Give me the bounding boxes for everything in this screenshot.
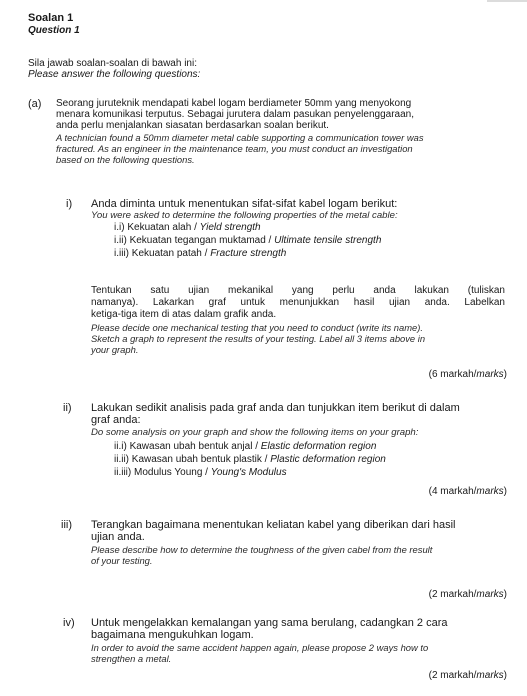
text-line: menara komunikasi terputus. Sebagai jurutera dalam pasukan penyelenggaraan,: [56, 109, 415, 120]
question-title-en: Question 1: [28, 25, 80, 36]
marks-ms: (2 markah/: [428, 589, 477, 600]
text-line: Please decide one mechanical testing that you need to conduct (write its name).: [91, 322, 423, 333]
text-line: ujian anda.: [91, 531, 145, 543]
q2-item: [114, 454, 386, 465]
text-line: anda perlu menjalankan siasatan berdasarkan soalan berikut.: [56, 120, 329, 131]
question-title-ms: Soalan 1: [28, 12, 74, 24]
item-text-en: Yield strength: [199, 222, 261, 233]
instruction-ms: Sila jawab soalan-soalan di bawah ini:: [28, 58, 197, 69]
text-line: ketiga-tiga item di atas dalam grafik anda.: [91, 309, 277, 320]
part-a-label: (a): [28, 98, 42, 110]
q2-label: ii): [63, 402, 72, 414]
q1-item: [114, 235, 381, 246]
q4-marks: [429, 670, 507, 681]
item-label: i.iii): [114, 248, 129, 259]
part-a-intro-en: [56, 132, 506, 165]
marks-ms: (6 markah/: [428, 369, 477, 380]
text-line: Tentukan satu ujian mekanikal yang perlu anda lakukan (tuliskan: [91, 285, 505, 296]
text-line: fractured. As an engineer in the maintenance team, you must conduct an investigation: [56, 143, 413, 154]
item-label: i.ii): [114, 235, 127, 246]
item-text-en: Plastic deformation region: [270, 454, 386, 465]
instruction-en: Please answer the following questions:: [28, 69, 201, 80]
text-line: bagaimana mengukuhkan logam.: [91, 629, 254, 641]
text-line: based on the following questions.: [56, 154, 195, 165]
q1-task-en: [91, 322, 505, 355]
item-text-en: Ultimate tensile strength: [274, 235, 382, 246]
marks-en: marks: [476, 589, 504, 600]
text-line: Terangkan bagaimana menentukan keliatan kabel yang diberikan dari hasil: [91, 519, 456, 531]
marks-close: ): [503, 486, 507, 497]
part-a-intro-ms: [56, 98, 500, 131]
q1-marks: [429, 369, 507, 380]
text-line: strengthen a metal.: [91, 653, 172, 664]
item-text-ms: Kawasan ubah bentuk anjal /: [129, 441, 261, 452]
q2-text-ms: [91, 402, 511, 426]
item-text-en: Young's Modulus: [210, 467, 287, 478]
q3-text-ms: [91, 519, 511, 543]
text-line: of your testing.: [91, 555, 153, 566]
marks-close: ): [503, 369, 507, 380]
marks-en: marks: [476, 670, 504, 681]
text-line: namanya). Lakarkan graf untuk menunjukkan hasil ujian anda. Labelkan: [91, 297, 505, 308]
item-label: ii.iii): [114, 467, 132, 478]
item-text-en: Elastic deformation region: [260, 441, 377, 452]
q2-text-en: Do some analysis on your graph and show the following items on your graph:: [91, 427, 419, 438]
text-line: graf anda:: [91, 414, 141, 426]
item-text-ms: Modulus Young /: [134, 467, 211, 478]
marks-ms: (2 markah/: [428, 670, 477, 681]
q4-text-ms: [91, 617, 511, 641]
marks-ms: (4 markah/: [428, 486, 477, 497]
q3-label: iii): [61, 519, 72, 531]
item-label: ii.i): [114, 441, 127, 452]
item-text-ms: Kekuatan tegangan muktamad /: [129, 235, 275, 246]
q3-marks: [429, 589, 507, 600]
text-line: Seorang juruteknik mendapati kabel logam berdiameter 50mm yang menyokong: [56, 98, 412, 109]
text-line: In order to avoid the same accident happen again, please propose 2 ways how to: [91, 642, 429, 653]
q2-marks: [429, 486, 507, 497]
text-line: Lakukan sedikit analisis pada graf anda dan tunjukkan item berikut di dalam: [91, 402, 460, 414]
item-text-en: Fracture strength: [210, 248, 287, 259]
q2-item: [114, 467, 287, 478]
q1-item: [114, 222, 261, 233]
item-label: ii.ii): [114, 454, 129, 465]
q1-item: [114, 248, 286, 259]
item-text-ms: Kawasan ubah bentuk plastik /: [131, 454, 271, 465]
text-line: Untuk mengelakkan kemalangan yang sama berulang, cadangkan 2 cara: [91, 617, 448, 629]
q1-text-en: You were asked to determine the following properties of the metal cable:: [91, 210, 398, 221]
q1-label: i): [66, 198, 73, 210]
marks-close: ): [503, 589, 507, 600]
item-text-ms: Kekuatan patah /: [131, 248, 211, 259]
item-label: i.i): [114, 222, 125, 233]
top-edge-mark: [487, 0, 527, 2]
marks-close: ): [503, 670, 507, 681]
item-text-ms: Kekuatan alah /: [127, 222, 200, 233]
marks-en: marks: [476, 369, 504, 380]
text-line: Sketch a graph to represent the results of your testing. Label all 3 items above in: [91, 333, 426, 344]
q1-text-ms: Anda diminta untuk menentukan sifat-sifat kabel logam berikut:: [91, 198, 398, 210]
q1-task-ms: [91, 285, 505, 321]
q4-label: iv): [63, 617, 75, 629]
text-line: A technician found a 50mm diameter metal cable supporting a communication tower was: [56, 132, 424, 143]
q4-text-en: [91, 642, 511, 664]
text-line: Please describe how to determine the toughness of the given cabel from the result: [91, 544, 433, 555]
text-line: your graph.: [91, 344, 139, 355]
q3-text-en: [91, 544, 511, 566]
q2-item: [114, 441, 376, 452]
marks-en: marks: [476, 486, 504, 497]
